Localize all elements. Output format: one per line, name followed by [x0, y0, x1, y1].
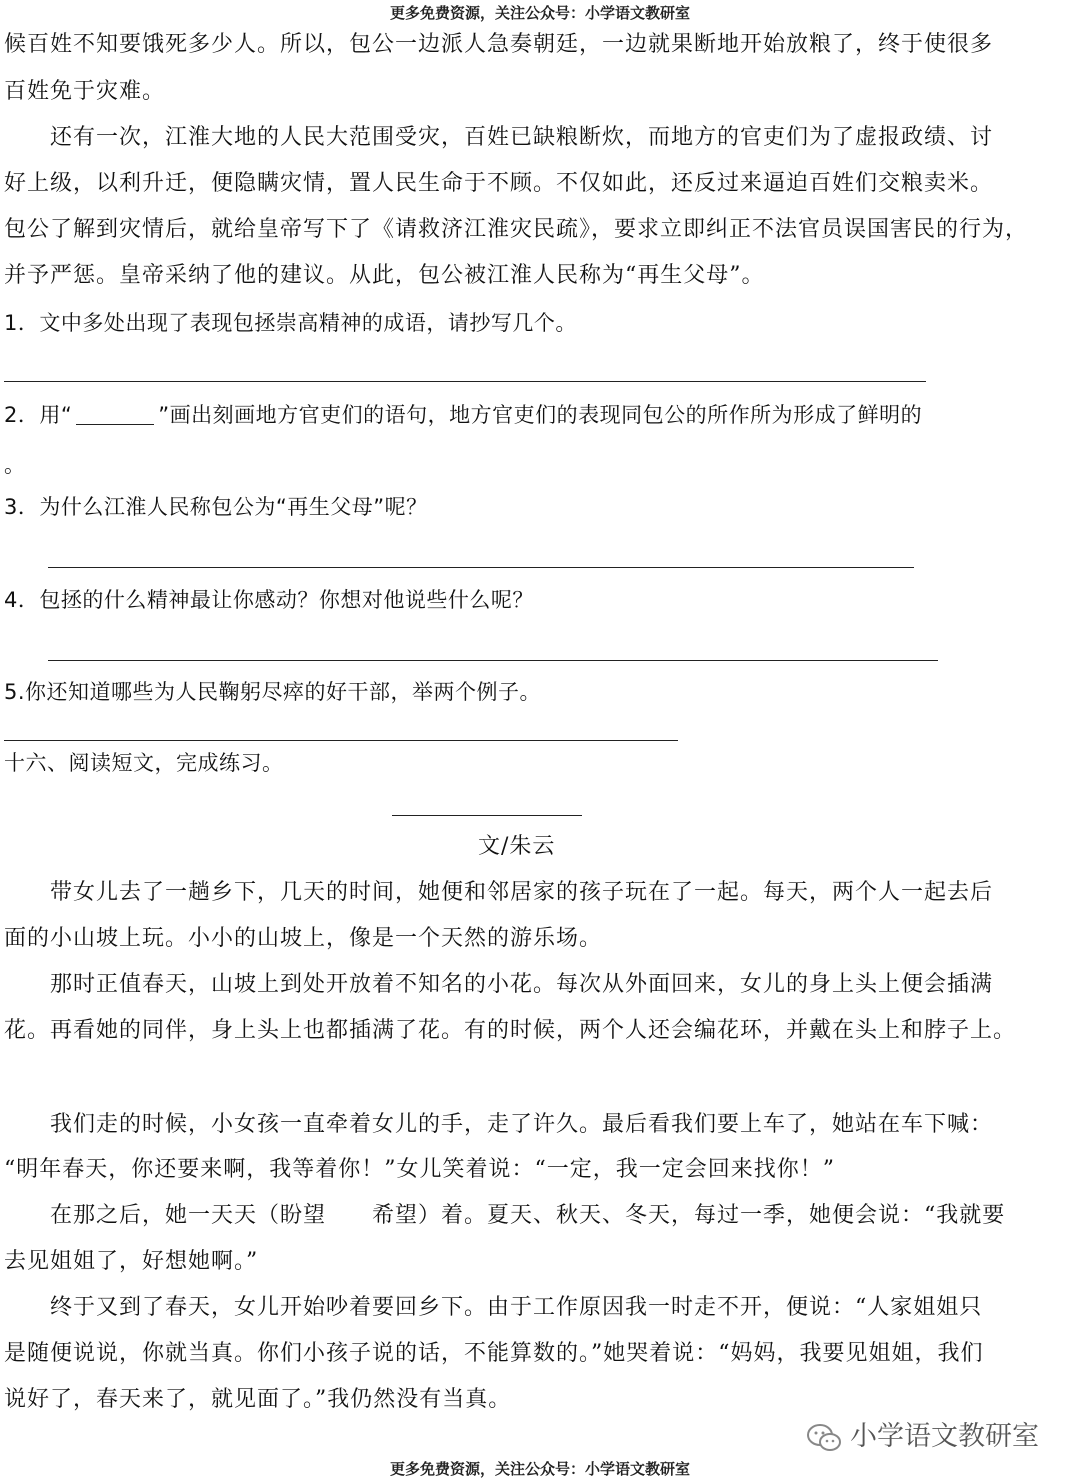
passage-line: 包公了解到灾情后，就给皇帝写下了《请救济江淮灾民疏》，要求立即纠正不法官员误国害民的行为， [4, 217, 1029, 242]
underline-blank [76, 408, 154, 425]
passage-line: 还有一次，江淮大地的人民大范围受灾，百姓已缺粮断炊，而地方的官吏们为了虚报政绩、讨 [50, 125, 994, 150]
passage-line: 百姓免于灾难。 [4, 79, 166, 104]
section-heading: 十六、阅读短文，完成练习。 [4, 751, 284, 775]
question-4: 4．包拯的什么精神最让你感动？你想对他说些什么呢？ [4, 588, 534, 612]
passage-line: 说好了，春天来了，就见面了。”我仍然没有当真。 [4, 1387, 512, 1412]
passage-line: “明年春天，你还要来啊，我等着你！”女儿笑着说：“一定，我一定会回来找你！” [4, 1157, 835, 1182]
author: 文/朱云 [478, 834, 556, 859]
passage-line: 好上级，以利升迁，便隐瞒灾情，置人民生命于不顾。不仅如此，还反过来逼迫百姓们交粮卖米。 [4, 171, 994, 196]
passage-line: 我们走的时候，小女孩一直牵着女儿的手，走了许久。最后看我们要上车了，她站在车下喊： [50, 1112, 994, 1137]
passage-line: 面的小山坡上玩。小小的山坡上，像是一个天然的游乐场。 [4, 926, 603, 951]
passage-line: 终于又到了春天，女儿开始吵着要回乡下。由于工作原因我一时走不开，便说：“人家姐姐只 [50, 1295, 983, 1320]
answer-line-3[interactable] [48, 567, 914, 568]
passage-line: 那时正值春天，山坡上到处开放着不知名的小花。每次从外面回来，女儿的身上头上便会插满 [50, 972, 994, 997]
question-1: 1．文中多处出现了表现包拯崇高精神的成语，请抄写几个。 [4, 311, 577, 335]
passage-line: 去见姐姐了，好想她啊。” [4, 1249, 259, 1274]
question-2-text: ”画出刻画地方官吏们的语句，地方官吏们的表现同包公的所作所为形成了鲜明的 [158, 403, 923, 427]
passage-line: 是随便说说，你就当真。你们小孩子说的话，不能算数的。”她哭着说：“妈妈，我要见姐姐，我们 [4, 1341, 984, 1366]
passage-line: 带女儿去了一趟乡下，几天的时间，她便和邻居家的孩子玩在了一起。每天，两个人一起去后 [50, 880, 994, 905]
passage-line: 候百姓不知要饿死多少人。所以，包公一边派人急奏朝廷，一边就果断地开始放粮了，终于使很多 [4, 32, 994, 57]
passage-line: 在那之后，她一天天（盼望 希望）着。夏天、秋天、冬天，每过一季，她便会说：“我就要 [50, 1203, 1006, 1228]
question-2-prefix: 2．用“ [4, 403, 73, 427]
watermark [806, 1414, 1039, 1453]
watermark-text: 小学语文教研室 [850, 1421, 1039, 1452]
question-3: 3．为什么江淮人民称包公为“再生父母”呢？ [4, 495, 428, 519]
answer-line-5[interactable] [4, 740, 678, 741]
wechat-icon [806, 1423, 842, 1453]
question-2-end: 。 [4, 453, 26, 477]
page-header: 更多免费资源，关注公众号：小学语文教研室 [389, 4, 690, 22]
question-2 [4, 400, 922, 430]
title-blank-line[interactable] [392, 815, 582, 816]
answer-line-4[interactable] [48, 660, 938, 661]
passage-line: 并予严惩。皇帝采纳了他的建议。从此，包公被江淮人民称为“再生父母”。 [4, 263, 765, 288]
passage-line: 花。再看她的同伴，身上头上也都插满了花。有的时候，两个人还会编花环，并戴在头上和脖子上。 [4, 1018, 1017, 1043]
answer-line-1[interactable] [4, 381, 926, 382]
question-5: 5.你还知道哪些为人民鞠躬尽瘁的好干部，举两个例子。 [4, 680, 542, 704]
page-footer: 更多免费资源，关注公众号：小学语文教研室 [389, 1460, 690, 1478]
